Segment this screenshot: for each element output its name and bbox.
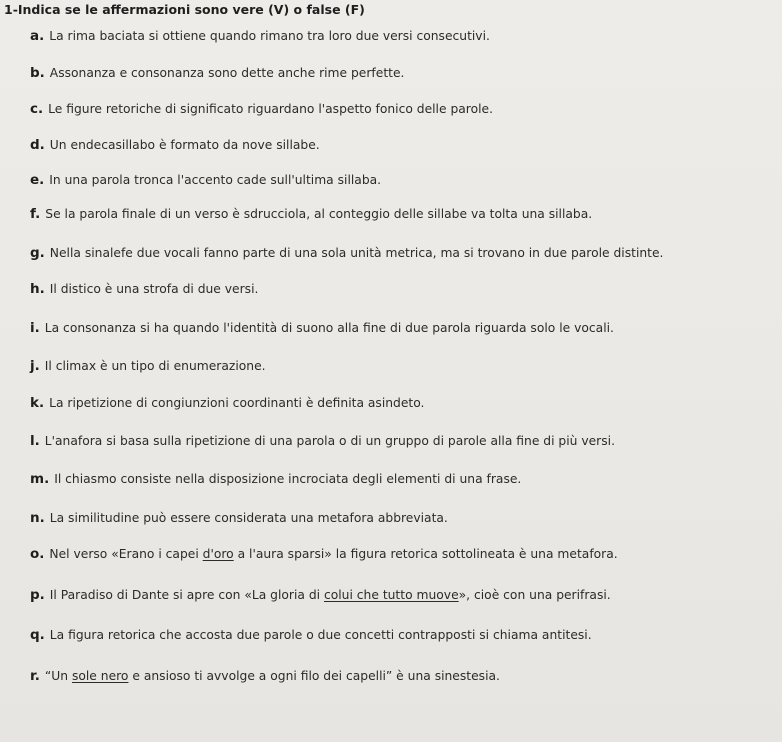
statement-o	[30, 546, 618, 562]
statement-text-pre: “Un	[44, 669, 72, 683]
statement-text: Se la parola finale di un verso è sdrucciola, al conteggio delle sillabe va tolta una sillaba.	[45, 207, 593, 221]
statement-text-post: », cioè con una perifrasi.	[458, 588, 611, 602]
statement-text: Nella sinalefe due vocali fanno parte di una sola unità metrica, ma si trovano in due parole distinte.	[49, 246, 664, 260]
statement-letter: f.	[30, 206, 41, 222]
statement-text: Un endecasillabo è formato da nove sillabe.	[49, 138, 320, 152]
statement-letter: r.	[30, 668, 40, 684]
statement-text-post: e ansioso ti avvolge a ogni filo dei capelli” è una sinestesia.	[128, 669, 500, 683]
statement-letter: i.	[30, 320, 40, 336]
statement-p	[30, 587, 611, 603]
statement-letter: l.	[30, 433, 40, 449]
statement-letter: a.	[30, 28, 45, 44]
statement-text: Il climax è un tipo di enumerazione.	[44, 359, 266, 373]
statement-k	[30, 395, 424, 411]
statement-text: La consonanza si ha quando l'identità di suono alla fine di due parola riguarda solo le vocali.	[44, 321, 614, 335]
statement-text: L'anafora si basa sulla ripetizione di una parola o di un gruppo di parole alla fine di più versi.	[44, 434, 615, 448]
exercise-title: 1-Indica se le affermazioni sono vere (V) o false (F)	[4, 2, 365, 17]
underlined-phrase: d'oro	[202, 547, 234, 561]
statement-text: La rima baciata si ottiene quando rimano tra loro due versi consecutivi.	[49, 29, 490, 43]
statement-text-post: a l'aura sparsi» la figura retorica sottolineata è una metafora.	[233, 547, 618, 561]
statement-letter: g.	[30, 245, 45, 261]
statement-text: Il distico è una strofa di due versi.	[49, 282, 259, 296]
statement-letter: h.	[30, 281, 45, 297]
statement-letter: d.	[30, 137, 45, 153]
statement-letter: k.	[30, 395, 45, 411]
statement-text-pre: Il Paradiso di Dante si apre con «La gloria di	[49, 588, 324, 602]
statement-text: Le figure retoriche di significato riguardano l'aspetto fonico delle parole.	[48, 102, 493, 116]
statement-m	[30, 471, 521, 487]
statement-text: In una parola tronca l'accento cade sull'ultima sillaba.	[49, 173, 382, 187]
statement-j	[30, 358, 266, 374]
statement-letter: n.	[30, 510, 45, 526]
statement-h	[30, 281, 258, 297]
statement-letter: p.	[30, 587, 45, 603]
statement-letter: m.	[30, 471, 50, 487]
underlined-phrase: sole nero	[71, 669, 129, 683]
statement-letter: o.	[30, 546, 45, 562]
statement-letter: j.	[30, 358, 40, 374]
statement-text-pre: Nel verso «Erano i capei	[49, 547, 203, 561]
statement-l	[30, 433, 615, 449]
statement-letter: b.	[30, 65, 45, 81]
statement-text: La figura retorica che accosta due parole o due concetti contrapposti si chiama antitesi.	[49, 628, 592, 642]
statement-i	[30, 320, 614, 336]
statement-b	[30, 65, 404, 81]
statement-n	[30, 510, 448, 526]
statement-c	[30, 101, 493, 117]
statement-text: Il chiasmo consiste nella disposizione incrociata degli elementi di una frase.	[54, 472, 522, 486]
statement-text: La similitudine può essere considerata una metafora abbreviata.	[49, 511, 448, 525]
statement-text: Assonanza e consonanza sono dette anche rime perfette.	[49, 66, 405, 80]
statement-letter: e.	[30, 172, 45, 188]
statement-q	[30, 627, 592, 643]
statement-g	[30, 245, 663, 261]
statement-letter: c.	[30, 101, 44, 117]
statement-d	[30, 137, 320, 153]
statement-letter: q.	[30, 627, 45, 643]
statement-a	[30, 28, 490, 44]
statement-f	[30, 206, 592, 222]
statement-text: La ripetizione di congiunzioni coordinanti è definita asindeto.	[49, 396, 425, 410]
statement-r	[30, 668, 500, 684]
statement-e	[30, 172, 381, 188]
underlined-phrase: colui che tutto muove	[323, 588, 459, 602]
